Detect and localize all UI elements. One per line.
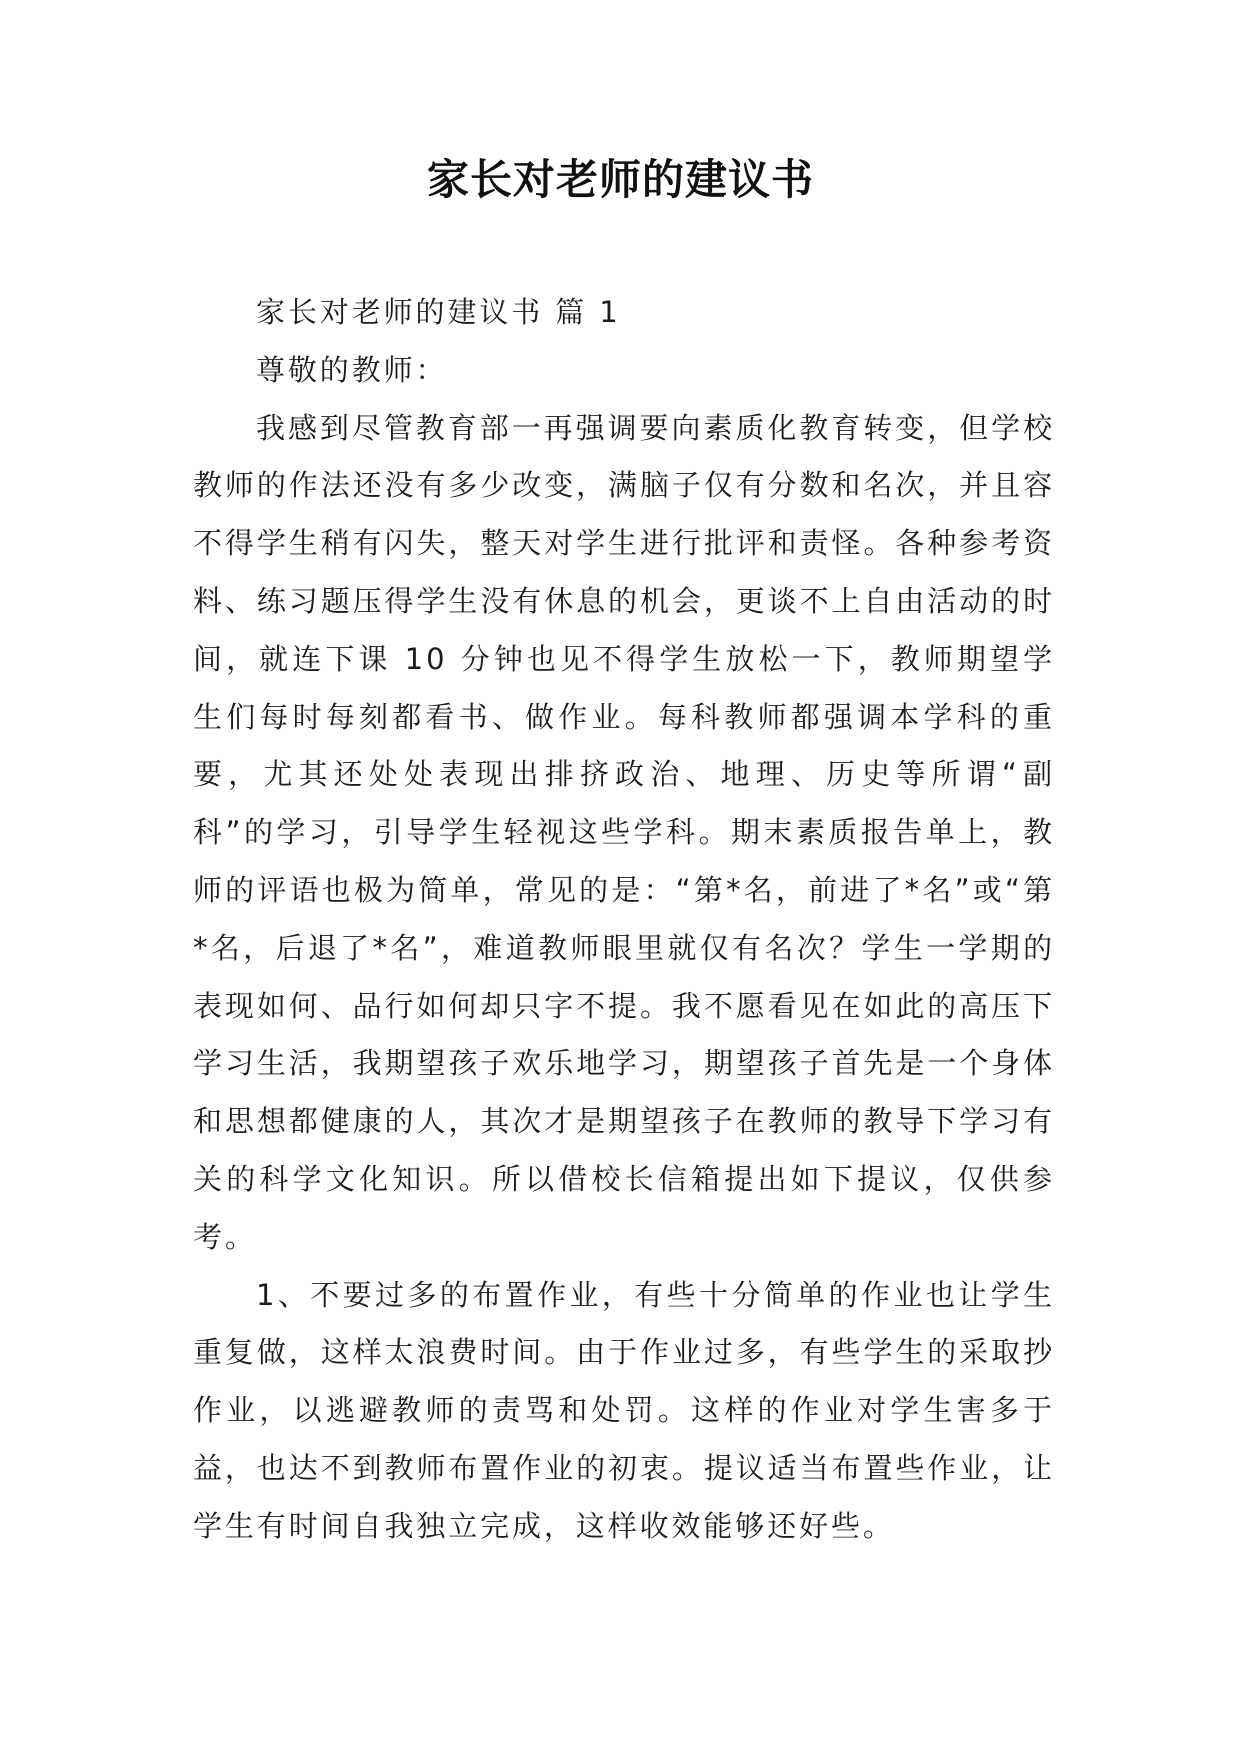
document-title: 家长对老师的建议书	[426, 155, 814, 204]
salutation: 尊敬的教师：	[256, 352, 448, 387]
body-paragraph: 1、不要过多的布置作业，有些十分简单的作业也让学生重复做，这样太浪费时间。由于作业过多，有些学生的采取抄作业，以逃避教师的责骂和处罚。这样的作业对学生害多于益，也达不到教师布置作业的初衷。提议适当布置些作业，让学生有时间自我独立完成，这样收效能够还好些。	[193, 1277, 1055, 1543]
section-heading: 家长对老师的建议书 篇 1	[256, 295, 621, 329]
document-body	[193, 284, 1055, 1556]
body-paragraph: 我感到尽管教育部一再强调要向素质化教育转变，但学校教师的作法还没有多少改变，满脑子仅有分数和名次，并且容不得学生稍有闪失，整天对学生进行批评和责怪。各种参考资料、练习题压得学生没有休息的机会，更谈不上自由活动的时间，就连下课 10 分钟也见不得学生放松一下，教师期望学生们每时每刻都看书、做作业。每科教师都强调本学科的重要，尤其还处处表现出排挤政治、地理、历史等所谓“副科”的学习，引导学生轻视这些学科。期末素质报告单上，教师的评语也极为简单，常见的是：“第*名，前进了*名”或“第*名，后退了*名”，难道教师眼里就仅有名次？学生一学期的表现如何、品行如何却只字不提。我不愿看见在如此的高压下学习生活，我期望孩子欢乐地学习，期望孩子首先是一个身体和思想都健康的人，其次才是期望孩子在教师的教导下学习有关的科学文化知识。所以借校长信箱提出如下提议，仅供参考。	[193, 410, 1055, 1254]
